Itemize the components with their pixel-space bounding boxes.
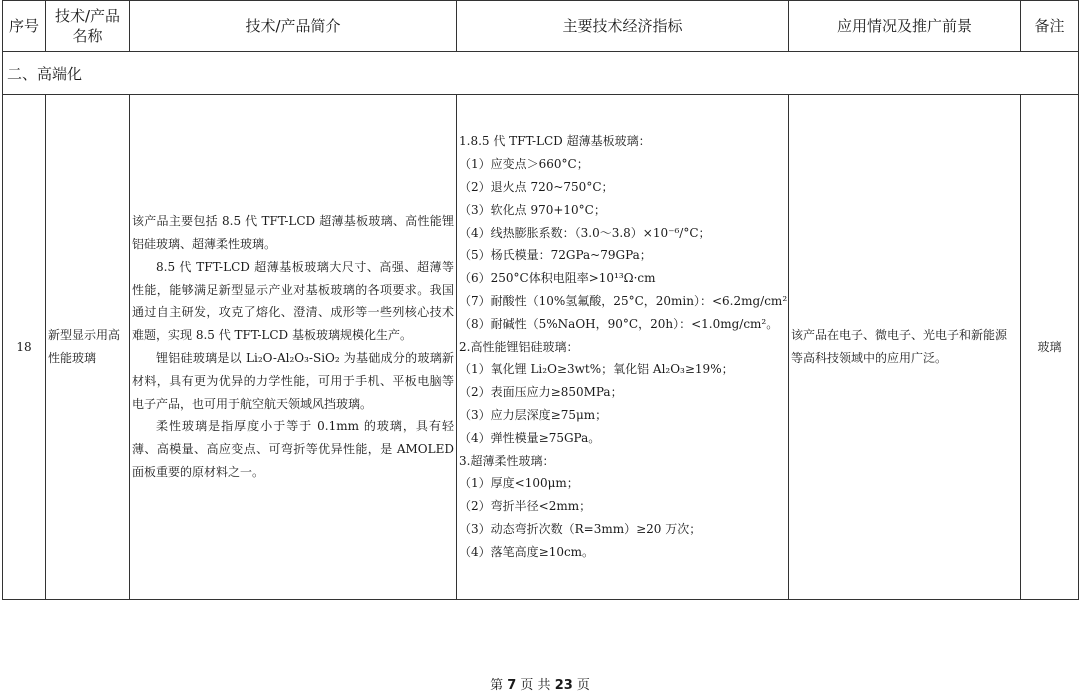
section-title: 二、高端化	[3, 52, 1079, 95]
remarks: 玻璃	[1021, 95, 1079, 600]
current-page-number: 7	[507, 678, 517, 693]
spec-line: （2）弯折半径<2mm；	[459, 499, 592, 514]
spec-line: （6）250°C体积电阻率>10¹³Ω·cm	[459, 271, 656, 286]
spec-line: （5）杨氏模量：72GPa~79GPa；	[459, 248, 652, 263]
header-application: 应用情况及推广前景	[789, 1, 1021, 52]
spec-line: （1）氧化锂 Li₂O≥3wt%；氧化铝 Al₂O₃≥19%；	[459, 362, 734, 377]
header-intro: 技术/产品简介	[130, 1, 457, 52]
total-pages-number: 23	[554, 678, 573, 693]
application-prospects: 该产品在电子、微电子、光电子和新能源等高科技领域中的应用广泛。	[789, 95, 1021, 600]
footer-prefix: 第	[490, 678, 504, 693]
spec-line: （1）应变点＞660°C；	[459, 157, 589, 172]
footer-suffix: 页	[576, 678, 590, 693]
spec-line: （3）应力层深度≥75μm；	[459, 407, 608, 422]
spec-line: （7）耐酸性（10%氢氟酸，25°C，20min）：<6.2mg/cm²	[459, 294, 788, 308]
spec-line: （2）表面压应力≥850MPa；	[459, 385, 623, 400]
header-name: 技术/产品名称	[46, 1, 130, 52]
intro-paragraph: 8.5 代 TFT-LCD 超薄基板玻璃大尺寸、高强、超薄等性能，能够满足新型显示产业对基板玻璃的各项要求。我国通过自主研发，攻克了熔化、澄清、成形等一些列核心技术难题，实现 8.5 代 TFT-LCD 基板玻璃规模化生产。	[132, 259, 454, 343]
intro-paragraph: 该产品主要包括 8.5 代 TFT-LCD 超薄基板玻璃、高性能锂铝硅玻璃、超薄柔性玻璃。	[132, 214, 454, 252]
spec-line: （1）厚度<100μm；	[459, 476, 579, 491]
header-no: 序号	[3, 1, 46, 52]
page-footer	[0, 674, 1080, 693]
spec-line: （4）弹性模量≥75GPa。	[459, 430, 601, 445]
intro-paragraph: 柔性玻璃是指厚度小于等于 0.1mm 的玻璃，具有轻薄、高模量、高应变点、可弯折等优异性能，是 AMOLED 面板重要的原材料之一。	[132, 419, 454, 479]
section-row	[3, 52, 1079, 95]
spec-line: （2）退火点 720~750°C；	[459, 180, 614, 195]
spec-line: （4）线热膨胀系数：（3.0～3.8）×10⁻⁶/°C；	[459, 225, 711, 240]
spec-line: 1.8.5 代 TFT-LCD 超薄基板玻璃：	[459, 134, 651, 149]
footer-mid: 页 共	[520, 678, 551, 693]
spec-line: （3）动态弯折次数（R=3mm）≥20 万次；	[459, 521, 702, 536]
product-intro	[130, 95, 457, 600]
intro-paragraph: 锂铝硅玻璃是以 Li₂O-Al₂O₃-SiO₂ 为基础成分的玻璃新材料，具有更为优异的力学性能，可用于手机、平板电脑等电子产品，也可用于航空航天领域风挡玻璃。	[132, 351, 454, 411]
spec-line: 3.超薄柔性玻璃：	[459, 453, 555, 468]
header-note: 备注	[1021, 1, 1079, 52]
row-number: 18	[3, 95, 46, 600]
technical-indicators	[457, 95, 789, 600]
spec-line: 2.高性能锂铝硅玻璃：	[459, 339, 579, 354]
product-table	[2, 0, 1079, 600]
header-specs: 主要技术经济指标	[457, 1, 789, 52]
spec-line: （8）耐碱性（5%NaOH，90°C，20h）：<1.0mg/cm²。	[459, 316, 779, 331]
header-row	[3, 1, 1079, 52]
table-row	[3, 95, 1079, 600]
spec-line: （4）落笔高度≥10cm。	[459, 544, 595, 559]
spec-line: （3）软化点 970+10°C；	[459, 202, 606, 217]
product-name: 新型显示用高性能玻璃	[46, 95, 130, 600]
